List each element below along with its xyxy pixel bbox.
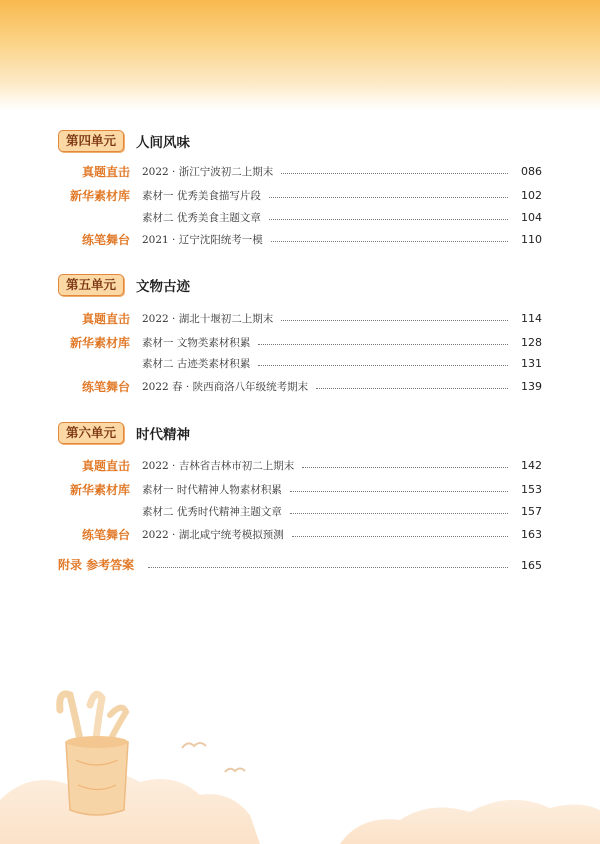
category-label: 新华素材库 bbox=[69, 483, 130, 497]
page-number: 163 bbox=[521, 527, 542, 541]
dot-leader bbox=[269, 219, 508, 220]
dot-leader bbox=[269, 197, 508, 198]
toc-row[interactable] bbox=[0, 480, 600, 498]
entry-title: 2022 · 湖北十堰初二上期末 bbox=[142, 312, 274, 325]
category-label: 真题直击 bbox=[81, 459, 130, 473]
toc-row[interactable] bbox=[0, 354, 600, 372]
page-number: 110 bbox=[521, 232, 542, 246]
category-label: 真题直击 bbox=[81, 165, 130, 179]
category-label: 练笔舞台 bbox=[81, 380, 130, 394]
entry-title: 2022 春 · 陕西商洛八年级统考期末 bbox=[142, 380, 309, 393]
page-number: 086 bbox=[521, 164, 542, 178]
entry-title: 素材二 优秀时代精神主题文章 bbox=[142, 505, 282, 518]
decorative-illustration bbox=[0, 690, 600, 844]
toc-row[interactable] bbox=[0, 456, 600, 474]
entry-title: 素材二 古迹类素材积累 bbox=[142, 357, 251, 370]
entry-title: 2021 · 辽宁沈阳统考一模 bbox=[142, 233, 263, 246]
dot-leader bbox=[302, 467, 508, 468]
unit-header-5 bbox=[58, 274, 190, 296]
category-label: 真题直击 bbox=[81, 312, 130, 326]
bird-icon bbox=[182, 743, 245, 772]
entry-title: 素材一 优秀美食描写片段 bbox=[142, 189, 261, 202]
toc-row[interactable] bbox=[0, 525, 600, 543]
unit-badge: 第六单元 bbox=[58, 422, 124, 444]
page-number: 114 bbox=[521, 311, 542, 325]
category-label: 新华素材库 bbox=[69, 336, 130, 350]
toc-row[interactable] bbox=[0, 309, 600, 327]
toc-row[interactable] bbox=[0, 162, 600, 180]
toc-row[interactable] bbox=[0, 186, 600, 204]
dot-leader bbox=[281, 173, 508, 174]
dot-leader bbox=[258, 344, 508, 345]
dot-leader bbox=[258, 365, 508, 366]
toc-row[interactable] bbox=[0, 377, 600, 395]
page-number: 128 bbox=[521, 335, 542, 349]
unit-title: 时代精神 bbox=[136, 427, 191, 443]
page-number: 157 bbox=[521, 504, 542, 518]
page-number: 142 bbox=[521, 458, 542, 472]
toc-row[interactable] bbox=[0, 502, 600, 520]
page-number: 104 bbox=[521, 210, 542, 224]
unit-header-6 bbox=[58, 422, 190, 444]
appendix-label: 附录 参考答案 bbox=[58, 558, 135, 572]
page-number: 153 bbox=[521, 482, 542, 496]
cloud-right bbox=[340, 800, 600, 844]
brush-pot-icon bbox=[60, 694, 128, 815]
toc-row[interactable] bbox=[0, 230, 600, 248]
entry-title: 2022 · 浙江宁波初二上期末 bbox=[142, 165, 274, 178]
header-gradient-band bbox=[0, 0, 600, 110]
page-number: 139 bbox=[521, 379, 542, 393]
unit-title: 文物古迹 bbox=[136, 279, 191, 295]
unit-badge: 第五单元 bbox=[58, 274, 124, 296]
unit-title: 人间风味 bbox=[136, 135, 191, 151]
toc-row[interactable] bbox=[0, 208, 600, 226]
toc-row[interactable] bbox=[0, 333, 600, 351]
entry-title: 素材二 优秀美食主题文章 bbox=[142, 211, 261, 224]
dot-leader bbox=[316, 388, 508, 389]
dot-leader bbox=[281, 320, 508, 321]
page-number: 131 bbox=[521, 356, 542, 370]
entry-title: 2022 · 湖北咸宁统考模拟预测 bbox=[142, 528, 284, 541]
dot-leader bbox=[290, 491, 508, 492]
dot-leader bbox=[290, 513, 508, 514]
entry-title: 素材一 时代精神人物素材积累 bbox=[142, 483, 282, 496]
dot-leader bbox=[292, 536, 508, 537]
category-label: 新华素材库 bbox=[69, 189, 130, 203]
dot-leader bbox=[148, 567, 508, 568]
entry-title: 2022 · 吉林省吉林市初二上期末 bbox=[142, 459, 295, 472]
unit-badge: 第四单元 bbox=[58, 130, 124, 152]
cloud-left bbox=[0, 772, 260, 844]
appendix-row[interactable] bbox=[0, 556, 600, 574]
page-number: 102 bbox=[521, 188, 542, 202]
unit-header-4 bbox=[58, 130, 190, 152]
entry-title: 素材一 文物类素材积累 bbox=[142, 336, 251, 349]
category-label: 练笔舞台 bbox=[81, 528, 130, 542]
dot-leader bbox=[271, 241, 508, 242]
category-label: 练笔舞台 bbox=[81, 233, 130, 247]
page-number: 165 bbox=[521, 558, 542, 572]
